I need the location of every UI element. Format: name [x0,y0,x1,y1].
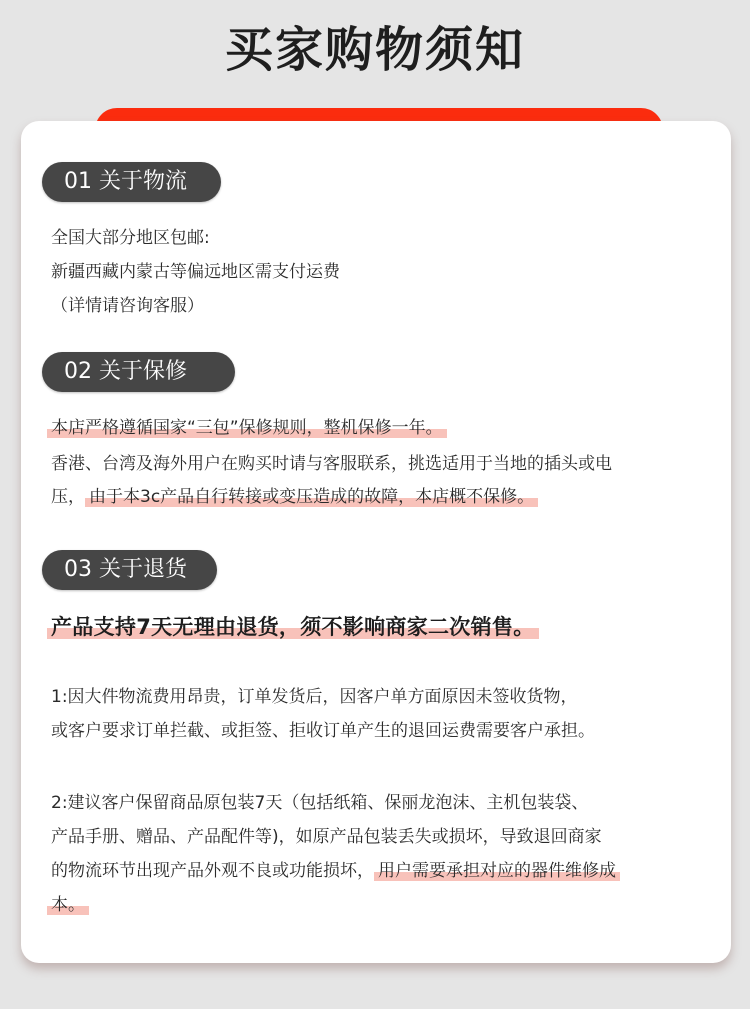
notice-card [21,121,731,963]
logistics-line-2: 新疆西藏内蒙古等偏远地区需支付运费 [51,262,340,282]
returns-para1-line-2: 或客户要求订单拦截、或拒签、拒收订单产生的退回运费需要客户承担。 [51,721,595,741]
returns-para2-line-2: 产品手册、赠品、产品配件等)，如原产品包装丢失或损坏，导致退回商家 [51,827,602,847]
returns-para1-line-1: 1:因大件物流费用昂贵，订单发货后，因客户单方面原因未签收货物， [51,687,578,707]
returns-para2-line-3 [51,859,620,883]
warranty-line-3-highlight: 由于本3c产品自行转接或变压造成的故障，本店概不保修。 [85,487,538,507]
logistics-line-3: （详情请咨询客服） [51,296,204,316]
returns-para2-line-4-highlight: 本。 [47,895,89,915]
section-pill-logistics: 01 关于物流 [42,162,221,202]
warranty-line-3-prefix: 压， [51,487,85,507]
logistics-line-1: 全国大部分地区包邮: [51,228,210,248]
returns-para2-line-1: 2:建议客户保留商品原包装7天（包括纸箱、保丽龙泡沫、主机包装袋、 [51,793,589,813]
returns-headline [51,615,539,639]
returns-para2-line-3-prefix: 的物流环节出现产品外观不良或功能损坏， [51,861,374,881]
returns-para2-line-3-highlight: 用户需要承担对应的器件维修成 [374,861,620,881]
warranty-line-1 [51,416,447,440]
section-pill-returns: 03 关于退货 [42,550,217,590]
warranty-highlight: 本店严格遵循国家“三包”保修规则，整机保修一年。 [47,418,447,438]
returns-headline-highlight: 产品支持7天无理由退货，须不影响商家二次销售。 [47,615,539,639]
returns-para2-line-4 [51,893,89,917]
section-pill-warranty: 02 关于保修 [42,352,235,392]
warranty-line-3 [51,485,538,509]
warranty-line-2: 香港、台湾及海外用户在购买时请与客服联系，挑选适用于当地的插头或电 [51,454,612,474]
page-title: 买家购物须知 [224,22,525,78]
